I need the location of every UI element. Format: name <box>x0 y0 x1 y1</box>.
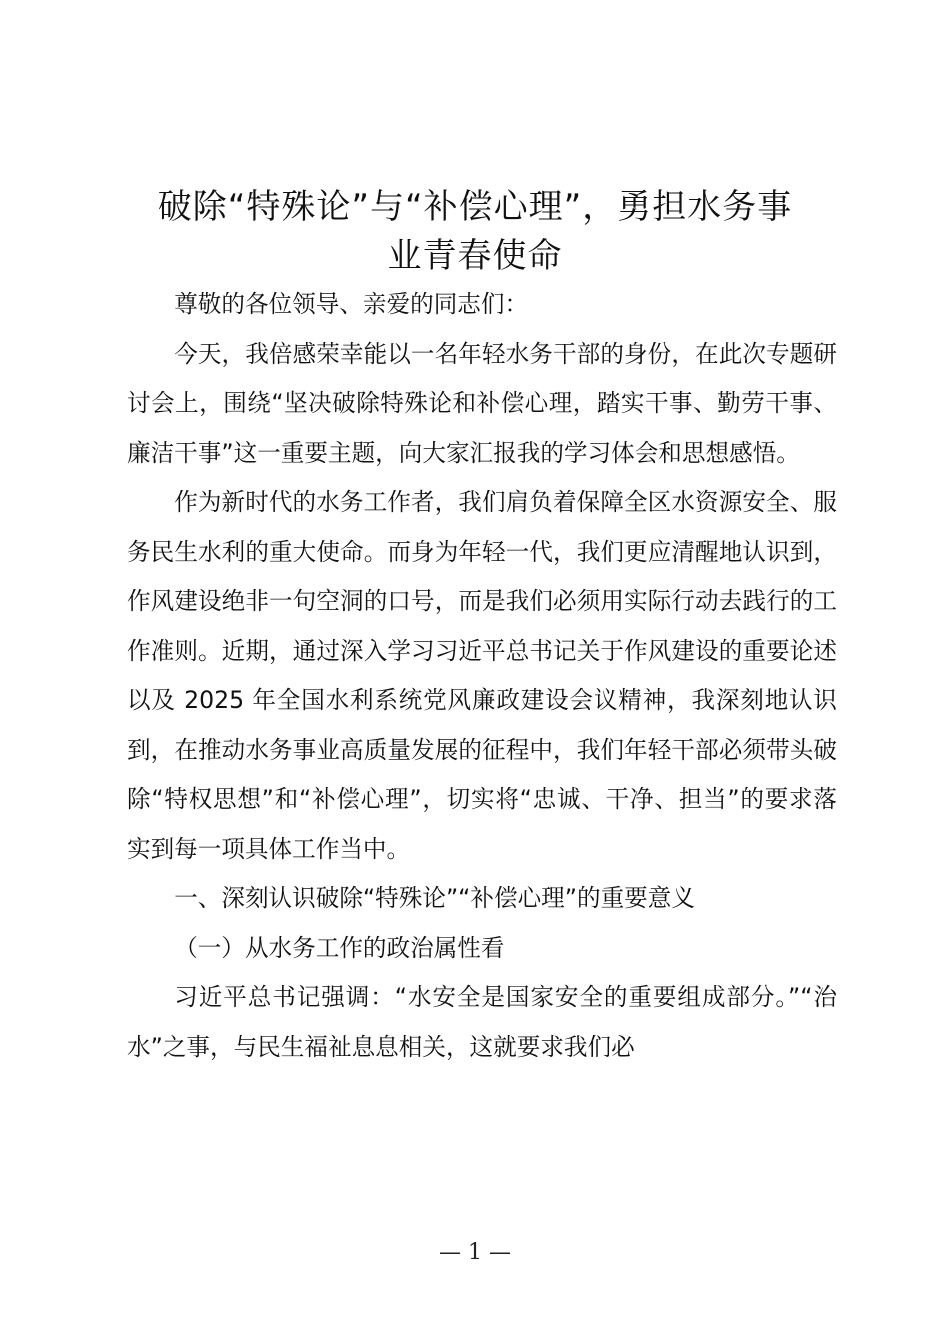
paragraph-quote: 习近平总书记强调：“水安全是国家安全的重要组成部分。”“治水”之事，与民生福祉息息相关，这就要求我们必 <box>127 983 837 1061</box>
paragraph-intro: 今天，我倍感荣幸能以一名年轻水务干部的身份，在此次专题研讨会上，围绕“坚决破除特殊论和补偿心理，踏实干事、勤劳干事、廉洁干事”这一重要主题，向大家汇报我的学习体会和思想感悟。 <box>127 339 837 467</box>
salutation: 尊敬的各位领导、亲爱的同志们： <box>174 290 529 318</box>
document-body <box>127 280 837 1072</box>
section-heading-1: 一、深刻认识破除“特殊论”“补偿心理”的重要意义 <box>174 884 695 912</box>
document-title-line-2: 业青春使命 <box>387 236 563 276</box>
paragraph-mission: 作为新时代的水务工作者，我们肩负着保障全区水资源安全、服务民生水利的重大使命。而身为年轻一代，我们更应清醒地认识到，作风建设绝非一句空洞的口号，而是我们必须用实际行动去践行的工作准则。近期，通过深入学习习近平总书记关于作风建设的重要论述以及 2025 年全国水利系统党风廉政建设会议精神，我深刻地认识到，在推动水务事业高质量发展的征程中，我们年轻干部必须带头破除“特权思想”和“补偿心理”，切实将“忠诚、干净、担当”的要求落实到每一项具体工作当中。 <box>127 488 837 863</box>
document-title-line-1: 破除“特殊论”与“补偿心理”，勇担水务事 <box>157 187 793 227</box>
page-number: — 1 — <box>439 1240 511 1265</box>
subsection-heading-1: （一）从水务工作的政治属性看 <box>174 933 505 962</box>
